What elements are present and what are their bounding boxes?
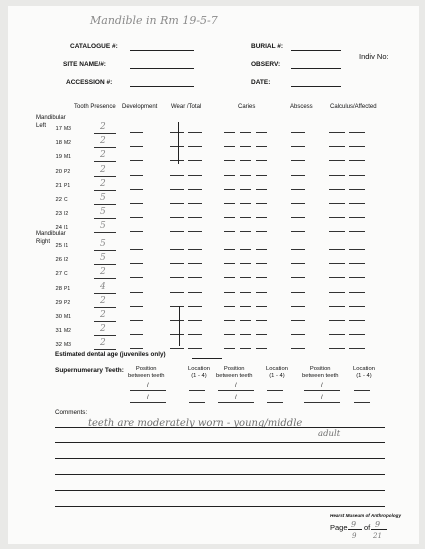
tooth-number: 27 (55, 271, 62, 278)
tooth-type: P1 (64, 182, 71, 189)
accession-field[interactable] (130, 86, 194, 87)
presence-field[interactable] (94, 218, 116, 219)
supernumerary-location-header: Location (1 - 4) (266, 366, 288, 379)
comment-line[interactable] (55, 442, 385, 443)
wear-field-a[interactable] (170, 160, 184, 161)
handwritten-title: Mandible in Rm 19-5-7 (90, 14, 218, 27)
wear-field-b[interactable] (188, 348, 202, 349)
wear-field-b[interactable] (188, 306, 202, 307)
slash-separator: / (321, 395, 323, 401)
development-field[interactable] (130, 306, 143, 307)
wear-field-b[interactable] (188, 203, 202, 204)
comments-text: teeth are moderately worn - young/middle (88, 418, 303, 429)
supernumerary-position-field[interactable] (130, 402, 166, 403)
wear-field-b[interactable] (188, 175, 202, 176)
development-field[interactable] (130, 277, 143, 278)
tooth-number: 19 (55, 154, 62, 161)
caries-field-b[interactable] (240, 348, 251, 349)
site-field[interactable] (130, 68, 194, 69)
caries-field-a[interactable] (224, 175, 235, 176)
caries-field-a[interactable] (224, 277, 235, 278)
abscess-field[interactable] (291, 160, 305, 161)
abscess-field[interactable] (291, 263, 305, 264)
calculus-field-a[interactable] (329, 231, 345, 232)
caries-field-a[interactable] (224, 320, 235, 321)
tooth-type: I2 (64, 257, 69, 264)
calculus-field-a[interactable] (329, 277, 345, 278)
of-label: of (364, 523, 371, 532)
caries-field-c[interactable] (256, 160, 267, 161)
tooth-presence-value: 2 (100, 310, 106, 320)
development-field[interactable] (130, 175, 143, 176)
tooth-number: 29 (55, 299, 62, 306)
wear-field-a[interactable] (170, 189, 184, 190)
supernumerary-position-header: Position between teeth (216, 366, 253, 379)
development-field[interactable] (130, 263, 143, 264)
development-field[interactable] (130, 146, 143, 147)
wear-field-b[interactable] (188, 277, 202, 278)
presence-field[interactable] (94, 278, 116, 279)
page-total-line (371, 529, 387, 530)
wear-field-b[interactable] (188, 320, 202, 321)
calculus-field-a[interactable] (329, 160, 345, 161)
calculus-field-b[interactable] (349, 146, 365, 147)
tooth-presence-value: 2 (100, 295, 106, 306)
presence-field[interactable] (94, 176, 116, 177)
calculus-field-b[interactable] (349, 175, 365, 176)
caries-field-a[interactable] (224, 348, 235, 349)
tooth-number: 25 (55, 243, 62, 249)
comment-line[interactable] (55, 458, 385, 459)
caries-field-c[interactable] (256, 175, 267, 176)
presence-field[interactable] (94, 293, 116, 294)
development-field[interactable] (130, 320, 143, 321)
museum-name: Hearst Museum of Anthropology (330, 513, 402, 518)
page-total: 21 (373, 532, 382, 540)
wear-field-a[interactable] (170, 334, 184, 335)
tooth-presence-value: 2 (100, 164, 106, 175)
tooth-number: 21 (55, 182, 62, 189)
presence-field[interactable] (94, 335, 116, 336)
tooth-presence-value: 2 (100, 324, 106, 335)
wear-field-a[interactable] (170, 306, 184, 307)
tooth-type: M1 (64, 154, 71, 161)
calculus-field-b[interactable] (349, 189, 365, 190)
development-field[interactable] (130, 217, 143, 218)
calculus-field-a[interactable] (329, 348, 345, 349)
wear-mark-left (178, 122, 179, 164)
dental-age-field[interactable] (192, 358, 222, 359)
observ-label: OBSERV: (251, 61, 281, 68)
development-field[interactable] (130, 203, 143, 204)
caries-field-b[interactable] (240, 146, 251, 147)
presence-field[interactable] (94, 133, 116, 134)
tooth-presence-value: 4 (100, 281, 106, 292)
tooth-type: C (64, 271, 68, 278)
wear-field-a[interactable] (170, 175, 184, 176)
burial-field[interactable] (291, 50, 341, 51)
slash-separator: / (321, 383, 323, 389)
calculus-field-a[interactable] (329, 334, 345, 335)
supernumerary-location-field[interactable] (267, 402, 283, 403)
dental-inventory-form (8, 6, 419, 544)
caries-field-a[interactable] (224, 292, 235, 293)
abscess-field[interactable] (291, 146, 305, 147)
abscess-field[interactable] (291, 132, 305, 133)
wear-field-a[interactable] (170, 277, 184, 278)
page-total-top: 9 (375, 520, 381, 529)
caries-field-c[interactable] (256, 231, 267, 232)
caries-field-b[interactable] (240, 320, 251, 321)
caries-field-a[interactable] (224, 334, 235, 335)
caries-field-a[interactable] (224, 189, 235, 190)
calculus-field-b[interactable] (349, 160, 365, 161)
caries-field-b[interactable] (240, 306, 251, 307)
calculus-field-a[interactable] (329, 203, 345, 204)
abscess-field[interactable] (291, 249, 305, 250)
calculus-field-a[interactable] (329, 132, 345, 133)
catalogue-label: CATALOGUE #: (70, 43, 118, 50)
supernumerary-position-header: Position between teeth (128, 366, 165, 379)
caries-field-b[interactable] (240, 231, 251, 232)
supernumerary-location-field[interactable] (189, 402, 205, 403)
supernumerary-location-field[interactable] (354, 402, 370, 403)
presence-field[interactable] (94, 204, 116, 205)
tooth-presence-value: 2 (100, 136, 106, 147)
col-development: Development (122, 104, 158, 110)
presence-field[interactable] (94, 321, 116, 322)
abscess-field[interactable] (291, 175, 305, 176)
wear-field-b[interactable] (188, 217, 202, 218)
col-wear: Wear /Total (171, 104, 202, 110)
caries-field-c[interactable] (256, 320, 267, 321)
col-presence: Tooth Presence (74, 104, 116, 110)
calculus-field-b[interactable] (349, 231, 365, 232)
tooth-type: C (64, 197, 68, 203)
date-label: DATE: (251, 79, 271, 86)
wear-field-a[interactable] (170, 217, 184, 218)
presence-field[interactable] (94, 232, 116, 233)
caries-field-a[interactable] (224, 132, 235, 133)
col-caries: Caries (238, 104, 256, 110)
comment-line[interactable] (55, 427, 385, 428)
slash-separator: / (147, 395, 149, 401)
caries-field-c[interactable] (256, 292, 267, 293)
tooth-number: 23 (55, 211, 62, 218)
caries-field-c[interactable] (256, 132, 267, 133)
burial-label: BURIAL #: (251, 43, 284, 50)
supernumerary-location-field[interactable] (267, 390, 283, 391)
caries-field-b[interactable] (240, 277, 251, 278)
presence-field[interactable] (94, 307, 116, 308)
caries-field-a[interactable] (224, 306, 235, 307)
abscess-field[interactable] (291, 292, 305, 293)
caries-field-c[interactable] (256, 348, 267, 349)
calculus-field-b[interactable] (349, 263, 365, 264)
wear-field-a[interactable] (170, 292, 184, 293)
supernumerary-position-field[interactable] (304, 390, 340, 391)
wear-field-a[interactable] (170, 249, 184, 250)
calculus-field-b[interactable] (349, 320, 365, 321)
tooth-presence-value: 5 (100, 193, 106, 203)
supernumerary-location-header: Location (1 - 4) (353, 366, 375, 379)
abscess-field[interactable] (291, 306, 305, 307)
caries-field-a[interactable] (224, 249, 235, 250)
dental-age-label: Estimated dental age (juveniles only) (55, 351, 166, 358)
wear-field-b[interactable] (188, 334, 202, 335)
tooth-number: 18 (55, 140, 62, 147)
tooth-number: 24 (55, 225, 62, 232)
tooth-number: 20 (55, 168, 62, 175)
tooth-presence-value: 2 (100, 122, 106, 132)
col-calculus: Calculus/Affected (330, 104, 377, 110)
caries-field-a[interactable] (224, 217, 235, 218)
caries-field-a[interactable] (224, 231, 235, 232)
calculus-field-b[interactable] (349, 334, 365, 335)
tooth-number: 26 (55, 257, 62, 264)
presence-field[interactable] (94, 161, 116, 162)
tooth-presence-value: 5 (100, 253, 106, 264)
development-field[interactable] (130, 249, 143, 250)
tooth-type: I1 (64, 243, 69, 249)
abscess-field[interactable] (291, 203, 305, 204)
slash-separator: / (147, 383, 149, 389)
development-field[interactable] (130, 334, 143, 335)
wear-field-b[interactable] (188, 132, 202, 133)
caries-field-c[interactable] (256, 203, 267, 204)
tooth-type: M2 (64, 140, 71, 147)
page-number-top: 9 (351, 520, 357, 529)
wear-field-a[interactable] (170, 231, 184, 232)
comments-label: Comments: (55, 409, 88, 416)
col-abscess: Abscess (290, 104, 313, 110)
development-field[interactable] (130, 189, 143, 190)
caries-field-a[interactable] (224, 263, 235, 264)
caries-field-c[interactable] (256, 334, 267, 335)
calculus-field-a[interactable] (329, 249, 345, 250)
calculus-field-b[interactable] (349, 203, 365, 204)
tooth-presence-value: 2 (100, 267, 106, 278)
calculus-field-a[interactable] (329, 292, 345, 293)
page-number-line (348, 529, 362, 530)
calculus-field-a[interactable] (329, 146, 345, 147)
abscess-field[interactable] (291, 231, 305, 232)
caries-field-b[interactable] (240, 292, 251, 293)
supernumerary-location-field[interactable] (189, 390, 205, 391)
caries-field-c[interactable] (256, 217, 267, 218)
development-field[interactable] (130, 231, 143, 232)
calculus-field-a[interactable] (329, 306, 345, 307)
tooth-type: I1 (64, 225, 69, 232)
caries-field-b[interactable] (240, 160, 251, 161)
calculus-field-a[interactable] (329, 175, 345, 176)
comments-text-2: adult (318, 429, 341, 439)
comment-line[interactable] (55, 474, 385, 475)
wear-field-b[interactable] (188, 249, 202, 250)
caries-field-b[interactable] (240, 334, 251, 335)
caries-field-c[interactable] (256, 249, 267, 250)
caries-field-b[interactable] (240, 189, 251, 190)
caries-field-a[interactable] (224, 203, 235, 204)
calculus-field-a[interactable] (329, 189, 345, 190)
calculus-field-a[interactable] (329, 320, 345, 321)
tooth-type: M3 (64, 342, 71, 349)
wear-field-a[interactable] (170, 132, 184, 133)
tooth-presence-value: 2 (100, 338, 106, 349)
presence-field[interactable] (94, 190, 116, 191)
supernumerary-location-header: Location (1 - 4) (188, 366, 210, 379)
calculus-field-b[interactable] (349, 348, 365, 349)
slash-separator: / (235, 383, 237, 389)
site-label: SITE NAME/#: (63, 61, 106, 68)
slash-separator: / (235, 395, 237, 401)
tooth-presence-value: 2 (100, 178, 106, 189)
tooth-number: 22 (55, 197, 62, 203)
supernumerary-position-field[interactable] (218, 402, 254, 403)
wear-field-a[interactable] (170, 320, 184, 321)
tooth-number: 32 (55, 342, 62, 349)
tooth-type: M2 (64, 328, 71, 335)
abscess-field[interactable] (291, 189, 305, 190)
wear-field-a[interactable] (170, 203, 184, 204)
supernumerary-label: Supernumerary Teeth: (55, 367, 124, 374)
wear-field-a[interactable] (170, 146, 184, 147)
wear-mark-right (179, 306, 180, 346)
tooth-number: 31 (55, 328, 62, 335)
tooth-type: P2 (64, 299, 71, 306)
calculus-field-b[interactable] (349, 249, 365, 250)
presence-field[interactable] (94, 147, 116, 148)
tooth-type: M3 (64, 126, 71, 132)
caries-field-b[interactable] (240, 249, 251, 250)
presence-field[interactable] (94, 250, 116, 251)
abscess-field[interactable] (291, 277, 305, 278)
abscess-field[interactable] (291, 320, 305, 321)
development-field[interactable] (130, 292, 143, 293)
supernumerary-location-field[interactable] (354, 390, 370, 391)
development-field[interactable] (130, 348, 143, 349)
tooth-presence-value: 2 (100, 150, 106, 161)
wear-field-b[interactable] (188, 292, 202, 293)
development-field[interactable] (130, 160, 143, 161)
wear-field-b[interactable] (188, 263, 202, 264)
tooth-presence-value: 5 (100, 239, 106, 249)
caries-field-b[interactable] (240, 263, 251, 264)
caries-field-c[interactable] (256, 306, 267, 307)
supernumerary-position-field[interactable] (304, 402, 340, 403)
section-mandibular-left: Mandibular Left (36, 115, 66, 129)
section-mandibular-right: Mandibular Right (36, 231, 66, 245)
tooth-type: I2 (64, 211, 69, 218)
presence-field[interactable] (94, 264, 116, 265)
comment-line[interactable] (55, 490, 385, 491)
calculus-field-b[interactable] (349, 292, 365, 293)
calculus-field-a[interactable] (329, 217, 345, 218)
tooth-type: M1 (64, 314, 71, 320)
observ-field[interactable] (291, 68, 341, 69)
tooth-presence-value: 5 (100, 207, 106, 218)
calculus-field-a[interactable] (329, 263, 345, 264)
caries-field-b[interactable] (240, 203, 251, 204)
caries-field-c[interactable] (256, 277, 267, 278)
supernumerary-position-field[interactable] (130, 390, 166, 391)
indiv-label: Indiv No: (359, 52, 389, 61)
supernumerary-position-field[interactable] (218, 390, 254, 391)
abscess-field[interactable] (291, 217, 305, 218)
tooth-type: P1 (64, 285, 71, 292)
abscess-field[interactable] (291, 334, 305, 335)
tooth-number: 28 (55, 285, 62, 292)
caries-field-b[interactable] (240, 132, 251, 133)
abscess-field[interactable] (291, 348, 305, 349)
caries-field-b[interactable] (240, 175, 251, 176)
caries-field-b[interactable] (240, 217, 251, 218)
calculus-field-b[interactable] (349, 217, 365, 218)
caries-field-c[interactable] (256, 146, 267, 147)
wear-field-b[interactable] (188, 231, 202, 232)
tooth-type: P2 (64, 168, 71, 175)
wear-field-a[interactable] (170, 263, 184, 264)
supernumerary-position-header: Position between teeth (302, 366, 339, 379)
wear-field-b[interactable] (188, 189, 202, 190)
tooth-number: 17 (55, 126, 62, 132)
calculus-field-b[interactable] (349, 132, 365, 133)
page-number: 9 (352, 532, 357, 540)
tooth-presence-value: 5 (100, 221, 106, 232)
wear-field-b[interactable] (188, 146, 202, 147)
catalogue-field[interactable] (130, 50, 194, 51)
accession-label: ACCESSION #: (66, 79, 113, 86)
caries-field-c[interactable] (256, 263, 267, 264)
comment-line[interactable] (55, 506, 385, 507)
development-field[interactable] (130, 132, 143, 133)
tooth-number: 30 (55, 314, 62, 320)
calculus-field-b[interactable] (349, 306, 365, 307)
caries-field-a[interactable] (224, 160, 235, 161)
calculus-field-b[interactable] (349, 277, 365, 278)
caries-field-c[interactable] (256, 189, 267, 190)
date-field[interactable] (291, 86, 341, 87)
caries-field-a[interactable] (224, 146, 235, 147)
wear-field-b[interactable] (188, 160, 202, 161)
wear-field-a[interactable] (170, 348, 184, 349)
page-label: Page (330, 523, 348, 532)
